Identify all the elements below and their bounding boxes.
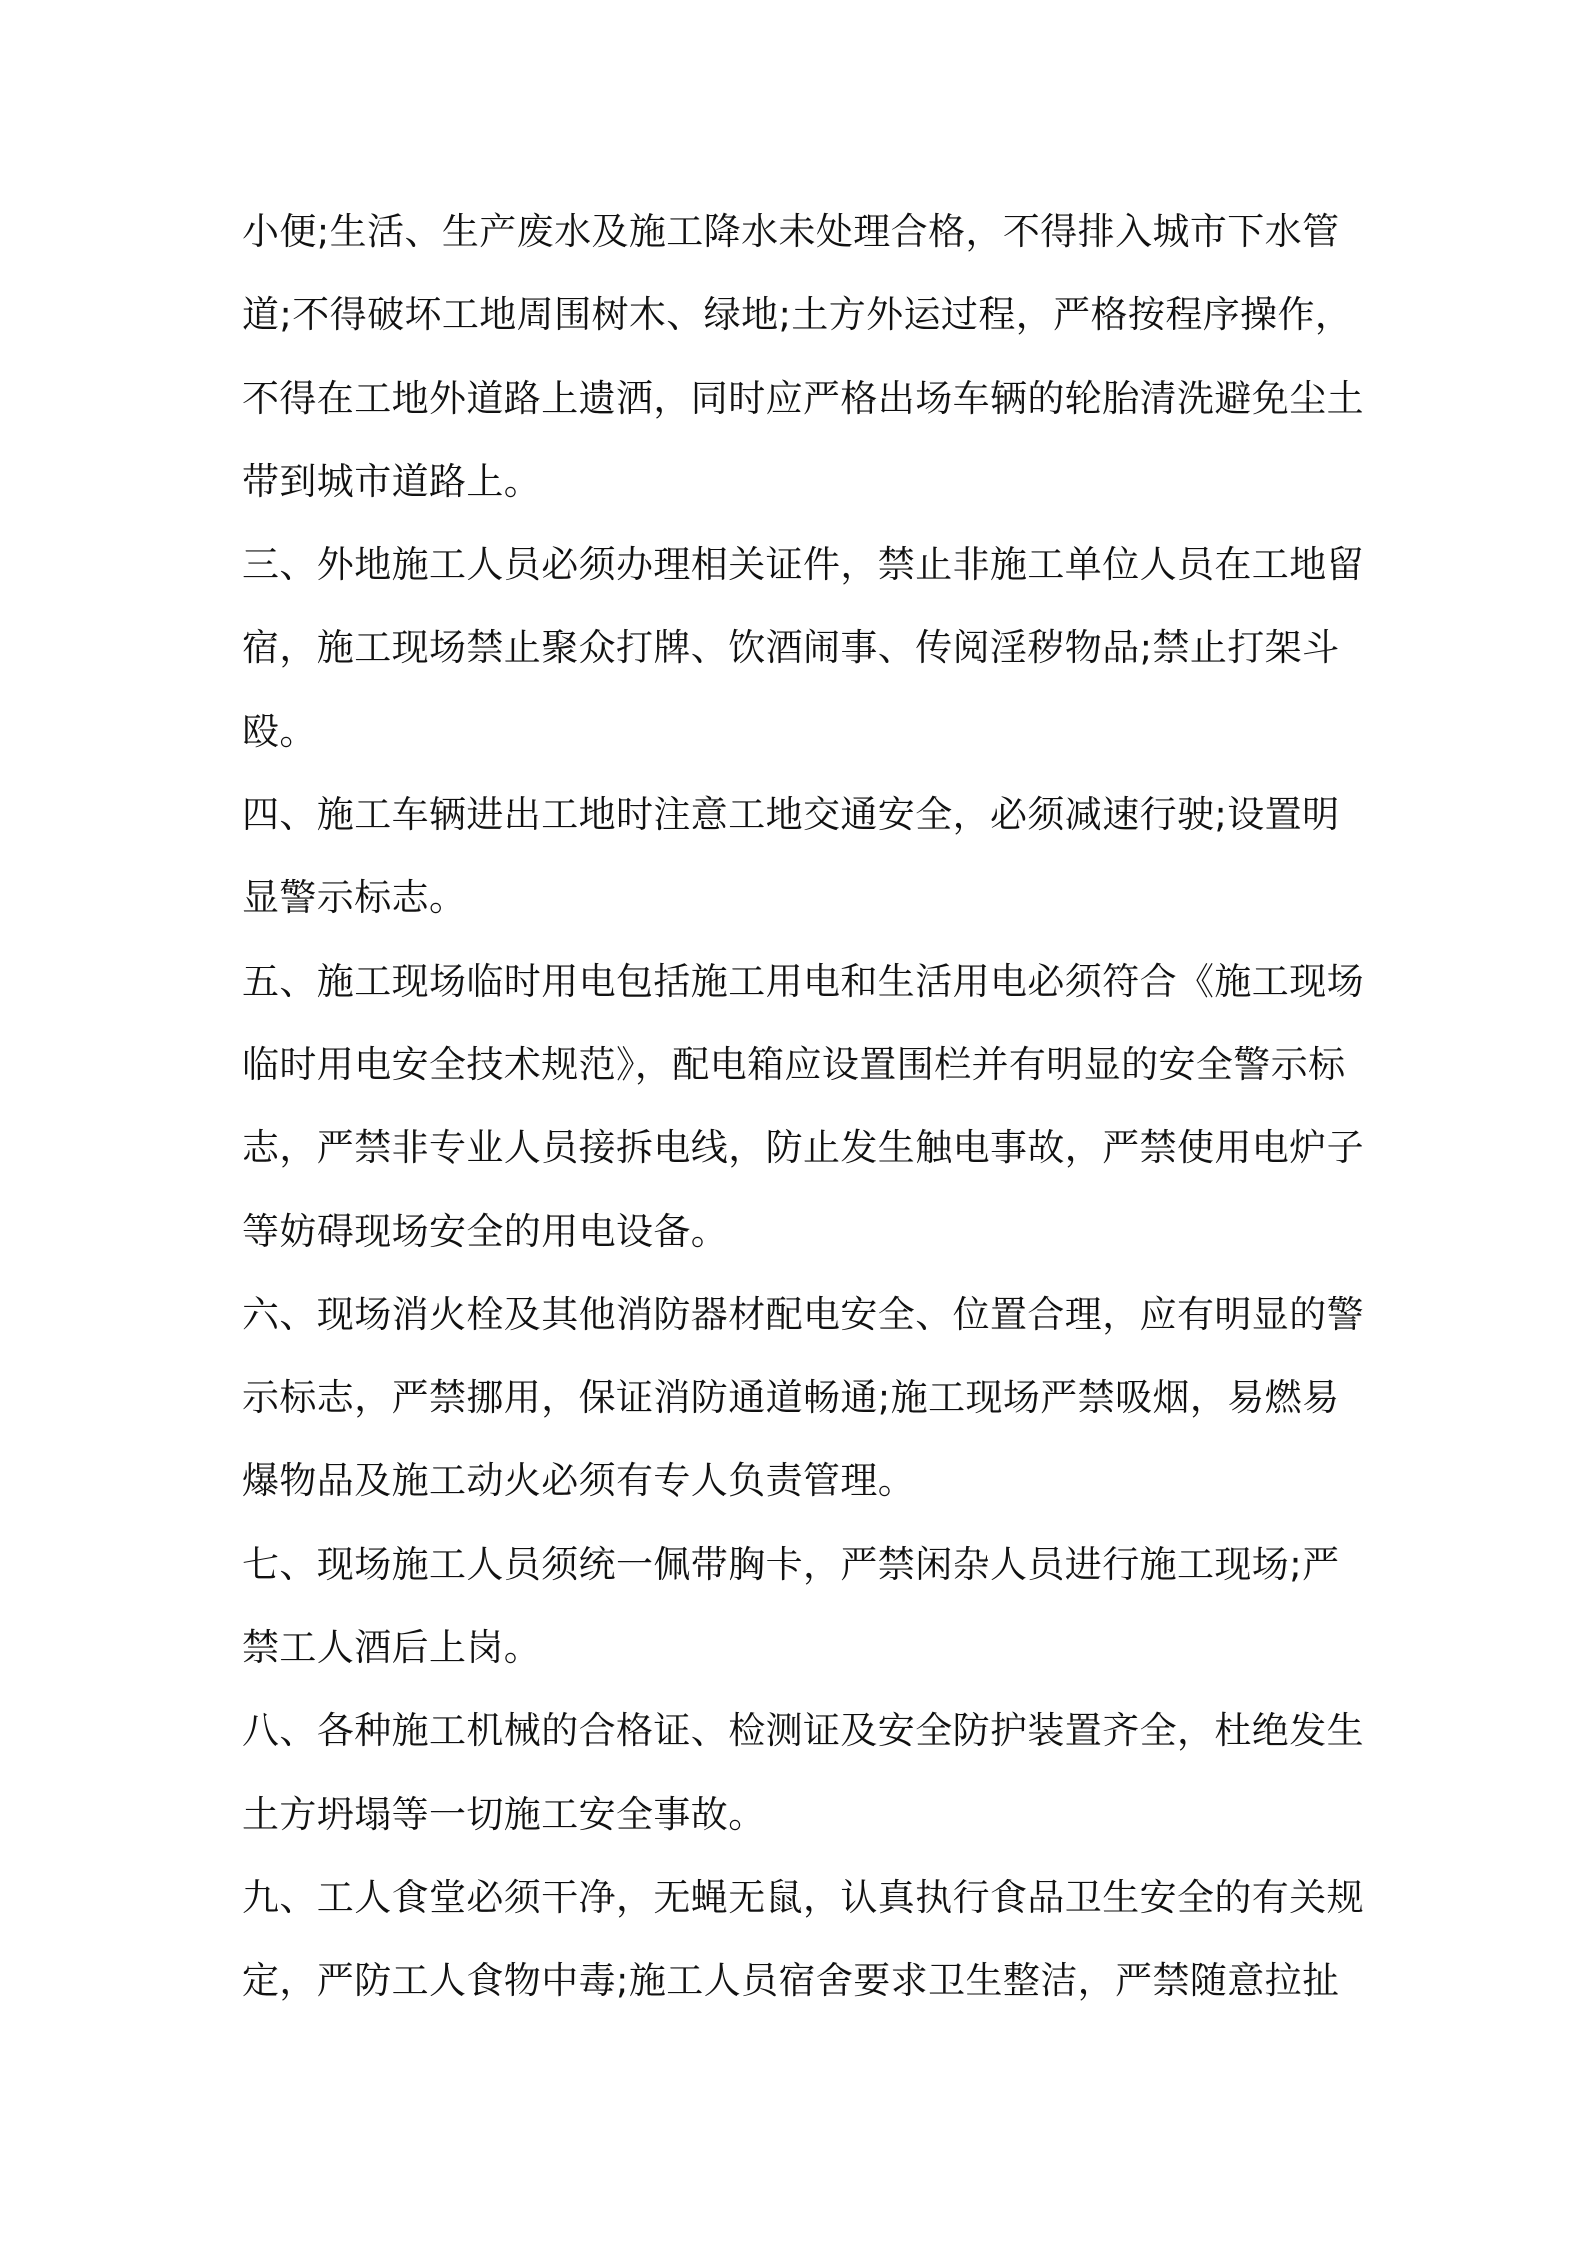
text-line: 八、各种施工机械的合格证、检测证及安全防护装置齐全，杜绝发生 (242, 1709, 1364, 1753)
text-line: 五、施工现场临时用电包括施工用电和生活用电必须符合《施工现场 (242, 959, 1364, 1003)
text-line: 定，严防工人食物中毒;施工人员宿舍要求卫生整洁，严禁随意拉扯 (242, 1959, 1340, 2003)
text-line: 三、外地施工人员必须办理相关证件，禁止非施工单位人员在工地留 (242, 543, 1364, 587)
text-line: 六、现场消火栓及其他消防器材配电安全、位置合理，应有明显的警 (242, 1292, 1364, 1336)
text-line: 带到城市道路上。 (242, 459, 542, 503)
text-line: 道;不得破坏工地周围树木、绿地;土方外运过程，严格按程序操作， (242, 293, 1353, 337)
text-line: 不得在工地外道路上遗洒，同时应严格出场车辆的轮胎清洗避免尘土 (242, 376, 1364, 420)
text-line: 示标志，严禁挪用，保证消防通道畅通;施工现场严禁吸烟，易燃易 (242, 1376, 1340, 1420)
text-line: 爆物品及施工动火必须有专人负责管理。 (242, 1459, 916, 1503)
text-line: 显警示标志。 (242, 876, 467, 920)
text-line: 四、施工车辆进出工地时注意工地交通安全，必须减速行驶;设置明 (242, 793, 1340, 837)
text-line: 宿，施工现场禁止聚众打牌、饮酒闹事、传阅淫秽物品;禁止打架斗 (242, 626, 1340, 670)
text-line: 土方坍塌等一切施工安全事故。 (242, 1792, 766, 1836)
text-line: 小便;生活、生产废水及施工降水未处理合格，不得排入城市下水管 (242, 210, 1340, 253)
text-line: 等妨碍现场安全的用电设备。 (242, 1209, 729, 1253)
text-line: 临时用电安全技术规范》，配电箱应设置围栏并有明显的安全警示标 (242, 1042, 1346, 1086)
text-line: 禁工人酒后上岗。 (242, 1626, 542, 1670)
document-body (242, 190, 1364, 2023)
text-line: 九、工人食堂必须干净，无蝇无鼠，认真执行食品卫生安全的有关规 (242, 1875, 1364, 1919)
text-line: 殴。 (242, 709, 317, 753)
text-line: 志，严禁非专业人员接拆电线，防止发生触电事故，严禁使用电炉子 (242, 1126, 1364, 1170)
text-line: 七、现场施工人员须统一佩带胸卡，严禁闲杂人员进行施工现场;严 (242, 1542, 1340, 1586)
